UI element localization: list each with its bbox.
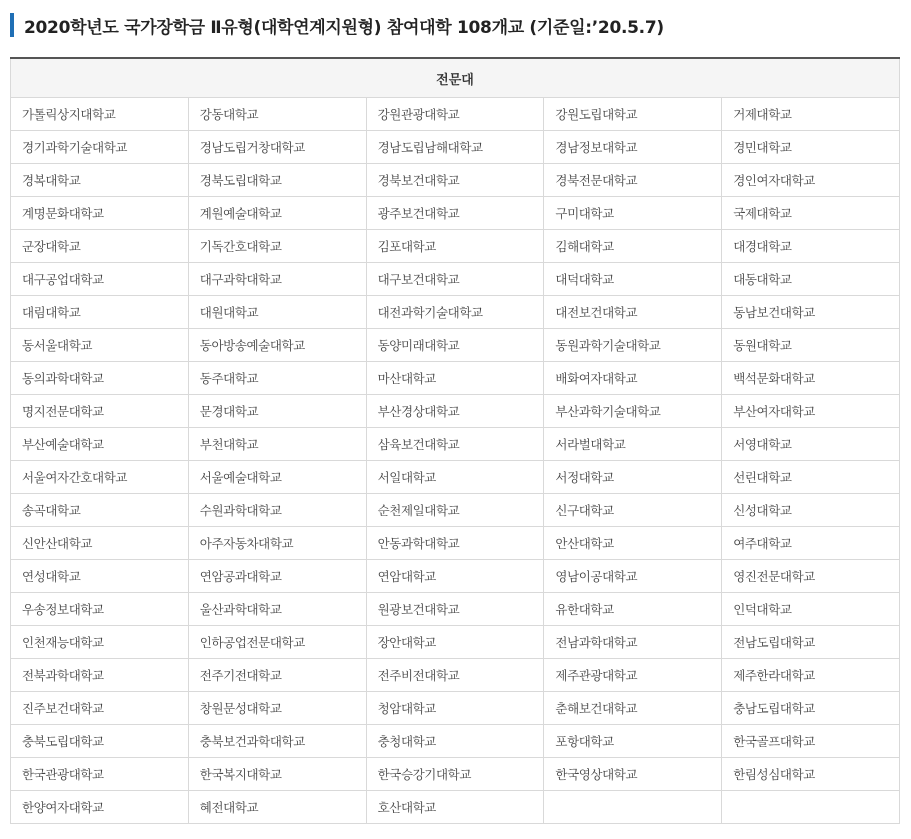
university-cell: 김포대학교 [366, 230, 544, 263]
university-cell: 대동대학교 [722, 263, 900, 296]
university-cell: 한국골프대학교 [722, 725, 900, 758]
university-cell: 한림성심대학교 [722, 758, 900, 791]
university-cell: 송곡대학교 [11, 494, 189, 527]
table-row [11, 659, 900, 692]
university-cell: 진주보건대학교 [11, 692, 189, 725]
university-cell: 강원관광대학교 [366, 98, 544, 131]
university-cell: 삼육보건대학교 [366, 428, 544, 461]
university-cell: 서울예술대학교 [188, 461, 366, 494]
university-cell: 경복대학교 [11, 164, 189, 197]
university-cell: 아주자동차대학교 [188, 527, 366, 560]
university-cell: 한국영상대학교 [544, 758, 722, 791]
table-head [11, 58, 900, 98]
university-cell: 한양여자대학교 [11, 791, 189, 824]
university-cell: 배화여자대학교 [544, 362, 722, 395]
university-cell: 한국관광대학교 [11, 758, 189, 791]
university-cell: 동의과학대학교 [11, 362, 189, 395]
university-cell: 영진전문대학교 [722, 560, 900, 593]
university-cell: 혜전대학교 [188, 791, 366, 824]
table-row [11, 593, 900, 626]
table-row [11, 461, 900, 494]
university-cell: 서일대학교 [366, 461, 544, 494]
university-cell: 동주대학교 [188, 362, 366, 395]
university-cell: 호산대학교 [366, 791, 544, 824]
university-cell: 장안대학교 [366, 626, 544, 659]
university-cell: 창원문성대학교 [188, 692, 366, 725]
university-cell: 울산과학대학교 [188, 593, 366, 626]
university-cell: 강동대학교 [188, 98, 366, 131]
table-row [11, 692, 900, 725]
university-cell: 원광보건대학교 [366, 593, 544, 626]
university-cell: 연성대학교 [11, 560, 189, 593]
table-row [11, 725, 900, 758]
university-cell: 대구과학대학교 [188, 263, 366, 296]
university-cell: 충북도립대학교 [11, 725, 189, 758]
university-cell: 한국승강기대학교 [366, 758, 544, 791]
university-cell: 부산예술대학교 [11, 428, 189, 461]
university-cell: 대전과학기술대학교 [366, 296, 544, 329]
university-cell: 제주관광대학교 [544, 659, 722, 692]
title-accent-bar [10, 13, 14, 37]
university-cell: 부산경상대학교 [366, 395, 544, 428]
university-cell: 서라벌대학교 [544, 428, 722, 461]
table-row [11, 494, 900, 527]
university-cell: 계명문화대학교 [11, 197, 189, 230]
table-body [11, 98, 900, 824]
university-cell: 전주기전대학교 [188, 659, 366, 692]
table-row [11, 560, 900, 593]
university-cell: 동원대학교 [722, 329, 900, 362]
category-header: 전문대 [11, 58, 900, 98]
university-cell: 신안산대학교 [11, 527, 189, 560]
university-cell: 동원과학기술대학교 [544, 329, 722, 362]
header-row [11, 58, 900, 98]
university-cell: 청암대학교 [366, 692, 544, 725]
university-table [10, 57, 900, 824]
university-cell: 포항대학교 [544, 725, 722, 758]
university-cell: 부산여자대학교 [722, 395, 900, 428]
university-cell [544, 791, 722, 824]
university-cell: 경민대학교 [722, 131, 900, 164]
table-row [11, 758, 900, 791]
university-cell: 백석문화대학교 [722, 362, 900, 395]
table-row [11, 197, 900, 230]
university-cell: 충북보건과학대학교 [188, 725, 366, 758]
university-cell: 선린대학교 [722, 461, 900, 494]
university-cell: 서영대학교 [722, 428, 900, 461]
university-cell: 경인여자대학교 [722, 164, 900, 197]
university-cell: 연암공과대학교 [188, 560, 366, 593]
university-cell: 전주비전대학교 [366, 659, 544, 692]
university-cell: 가톨릭상지대학교 [11, 98, 189, 131]
university-cell: 충청대학교 [366, 725, 544, 758]
university-cell: 마산대학교 [366, 362, 544, 395]
university-cell: 군장대학교 [11, 230, 189, 263]
university-cell: 계원예술대학교 [188, 197, 366, 230]
university-cell: 안동과학대학교 [366, 527, 544, 560]
table-row [11, 527, 900, 560]
table-row [11, 131, 900, 164]
university-cell: 명지전문대학교 [11, 395, 189, 428]
university-cell [722, 791, 900, 824]
university-cell: 서정대학교 [544, 461, 722, 494]
university-cell: 기독간호대학교 [188, 230, 366, 263]
university-cell: 경남도립남해대학교 [366, 131, 544, 164]
university-cell: 국제대학교 [722, 197, 900, 230]
university-cell: 전남도립대학교 [722, 626, 900, 659]
university-cell: 경북보건대학교 [366, 164, 544, 197]
table-row [11, 626, 900, 659]
university-cell: 경남도립거창대학교 [188, 131, 366, 164]
university-cell: 인하공업전문대학교 [188, 626, 366, 659]
table-row [11, 428, 900, 461]
university-cell: 대전보건대학교 [544, 296, 722, 329]
page-title: 2020학년도 국가장학금 Ⅱ유형(대학연계지원형) 참여대학 108개교 (기준일:’20.5.7) [24, 17, 664, 38]
table-row [11, 263, 900, 296]
university-cell: 인천재능대학교 [11, 626, 189, 659]
university-cell: 충남도립대학교 [722, 692, 900, 725]
university-cell: 거제대학교 [722, 98, 900, 131]
university-cell: 광주보건대학교 [366, 197, 544, 230]
university-cell: 경기과학기술대학교 [11, 131, 189, 164]
university-cell: 연암대학교 [366, 560, 544, 593]
university-cell: 인덕대학교 [722, 593, 900, 626]
university-cell: 경북전문대학교 [544, 164, 722, 197]
university-cell: 서울여자간호대학교 [11, 461, 189, 494]
university-cell: 대림대학교 [11, 296, 189, 329]
university-cell: 유한대학교 [544, 593, 722, 626]
university-cell: 동남보건대학교 [722, 296, 900, 329]
table-row [11, 791, 900, 824]
university-cell: 대원대학교 [188, 296, 366, 329]
table-row [11, 395, 900, 428]
university-cell: 동아방송예술대학교 [188, 329, 366, 362]
table-row [11, 362, 900, 395]
university-cell: 구미대학교 [544, 197, 722, 230]
university-cell: 동서울대학교 [11, 329, 189, 362]
table-row [11, 329, 900, 362]
university-cell: 신성대학교 [722, 494, 900, 527]
university-cell: 전남과학대학교 [544, 626, 722, 659]
university-cell: 여주대학교 [722, 527, 900, 560]
university-cell: 전북과학대학교 [11, 659, 189, 692]
university-cell: 대덕대학교 [544, 263, 722, 296]
university-cell: 제주한라대학교 [722, 659, 900, 692]
university-cell: 수원과학대학교 [188, 494, 366, 527]
university-cell: 부천대학교 [188, 428, 366, 461]
university-cell: 춘해보건대학교 [544, 692, 722, 725]
university-cell: 순천제일대학교 [366, 494, 544, 527]
university-cell: 경북도립대학교 [188, 164, 366, 197]
university-cell: 우송정보대학교 [11, 593, 189, 626]
university-cell: 대경대학교 [722, 230, 900, 263]
table-row [11, 296, 900, 329]
university-cell: 김해대학교 [544, 230, 722, 263]
university-cell: 문경대학교 [188, 395, 366, 428]
table-row [11, 164, 900, 197]
university-cell: 대구보건대학교 [366, 263, 544, 296]
university-cell: 동양미래대학교 [366, 329, 544, 362]
university-cell: 대구공업대학교 [11, 263, 189, 296]
table-row [11, 230, 900, 263]
title-row [10, 12, 664, 38]
table-row [11, 98, 900, 131]
university-cell: 강원도립대학교 [544, 98, 722, 131]
university-cell: 안산대학교 [544, 527, 722, 560]
university-cell: 신구대학교 [544, 494, 722, 527]
university-cell: 경남정보대학교 [544, 131, 722, 164]
university-cell: 한국복지대학교 [188, 758, 366, 791]
university-cell: 부산과학기술대학교 [544, 395, 722, 428]
university-cell: 영남이공대학교 [544, 560, 722, 593]
